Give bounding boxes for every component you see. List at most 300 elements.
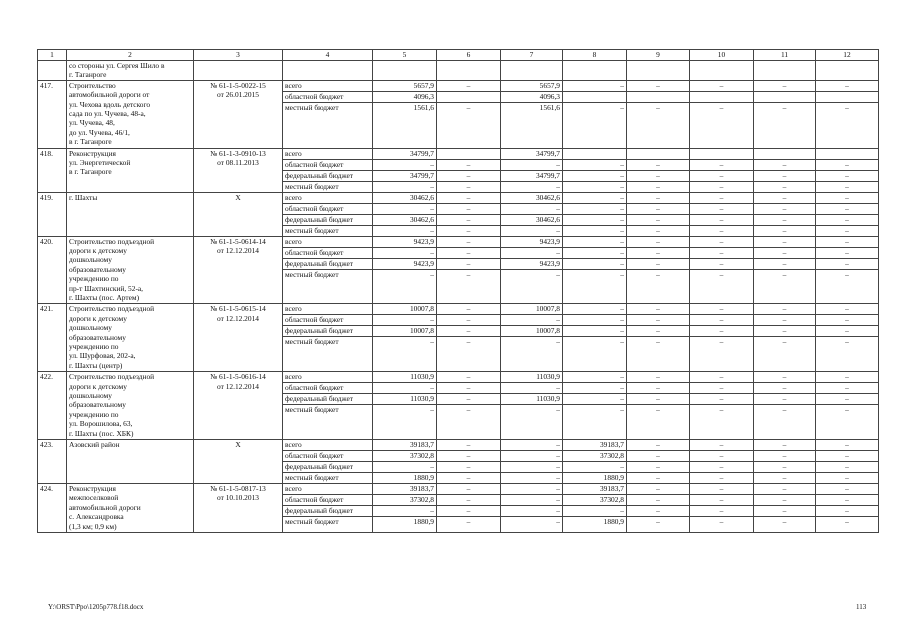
amount-cell [816, 91, 879, 102]
amount-cell: – [754, 102, 816, 148]
funding-source: федеральный бюджет [283, 326, 373, 337]
amount-cell: – [627, 315, 690, 326]
amount-cell: 1880,9 [563, 517, 627, 533]
amount-cell: – [563, 372, 627, 383]
amount-cell: – [437, 159, 501, 170]
amount-cell: – [690, 102, 754, 148]
amount-cell: – [754, 247, 816, 258]
name-line: ул. Шурфовая, 202-а, [69, 351, 136, 361]
amount-cell: – [437, 304, 501, 315]
name-line: образовательному [69, 264, 126, 274]
amount-cell: – [690, 337, 754, 372]
amount-cell: – [627, 326, 690, 337]
funding-source: местный бюджет [283, 517, 373, 533]
amount-cell: – [690, 394, 754, 405]
page-number: 113 [856, 603, 867, 611]
object-name [67, 484, 194, 533]
name-line: до ул. Чучева, 46/1, [69, 127, 130, 137]
document-line: № 61-1-5-0022-15 [210, 80, 266, 90]
amount-cell: – [563, 236, 627, 247]
amount-cell: 5657,9 [501, 80, 563, 91]
amount-cell: – [437, 506, 501, 517]
amount-cell: – [437, 258, 501, 269]
amount-cell: 9423,9 [373, 236, 437, 247]
document-line: от 10.10.2013 [217, 493, 259, 503]
amount-cell: – [754, 484, 816, 495]
name-line: автомобильной дороги [69, 502, 141, 512]
amount-cell: – [437, 372, 501, 383]
amount-cell: – [816, 203, 879, 214]
amount-cell: – [816, 440, 879, 451]
funding-source: областной бюджет [283, 247, 373, 258]
amount-cell: – [437, 269, 501, 304]
amount-cell: 9423,9 [501, 236, 563, 247]
document-line: № 61-1-5-0615-14 [210, 304, 266, 314]
document-line: X [235, 440, 241, 449]
amount-cell: – [754, 214, 816, 225]
entry-number: 420. [38, 236, 67, 304]
amount-cell: – [754, 440, 816, 451]
amount-cell: – [373, 203, 437, 214]
amount-cell: 4096,3 [373, 91, 437, 102]
amount-cell: 1880,9 [563, 473, 627, 484]
amount-cell: – [754, 236, 816, 247]
amount-cell: – [754, 383, 816, 394]
col-header: 3 [194, 50, 283, 61]
amount-cell: – [373, 383, 437, 394]
amount-cell: – [690, 203, 754, 214]
funding-source: федеральный бюджет [283, 214, 373, 225]
document-reference [194, 80, 283, 148]
amount-cell: – [690, 473, 754, 484]
amount-cell: – [437, 405, 501, 440]
funding-source: местный бюджет [283, 473, 373, 484]
amount-cell: 11030,9 [501, 394, 563, 405]
amount-cell: – [563, 462, 627, 473]
name-line: учреждению по [69, 342, 119, 352]
amount-cell: – [627, 80, 690, 91]
name-line: в г. Таганроге [69, 167, 112, 177]
funding-source: местный бюджет [283, 181, 373, 192]
amount-cell: – [816, 80, 879, 91]
amount-cell: – [754, 192, 816, 203]
amount-cell: – [563, 102, 627, 148]
amount-cell: – [816, 451, 879, 462]
amount-cell: – [563, 247, 627, 258]
amount-cell: 11030,9 [373, 394, 437, 405]
amount-cell: – [563, 181, 627, 192]
name-line: со стороны ул. Сергея Шило в [69, 61, 165, 70]
amount-cell: 10007,8 [501, 326, 563, 337]
document-line: от 26.01.2015 [217, 90, 259, 100]
amount-cell: – [816, 159, 879, 170]
col-header: 5 [373, 50, 437, 61]
col-header: 2 [67, 50, 194, 61]
amount-cell: – [690, 181, 754, 192]
amount-cell: – [690, 517, 754, 533]
amount-cell: – [816, 102, 879, 148]
table-row [38, 440, 879, 451]
amount-cell: – [754, 394, 816, 405]
amount-cell: – [437, 80, 501, 91]
document-line: от 12.12.2014 [217, 313, 259, 323]
table-row [38, 192, 879, 203]
amount-cell: – [563, 405, 627, 440]
entry-number: 423. [38, 440, 67, 484]
amount-cell: – [437, 451, 501, 462]
amount-cell: – [754, 269, 816, 304]
entry-number: 422. [38, 372, 67, 440]
amount-cell: 39183,7 [563, 440, 627, 451]
name-line: г. Таганроге [69, 70, 107, 80]
amount-cell: – [373, 506, 437, 517]
amount-cell: 34799,7 [373, 170, 437, 181]
amount-cell: – [754, 80, 816, 91]
amount-cell: – [627, 192, 690, 203]
amount-cell: – [690, 405, 754, 440]
name-line: Реконструкция [69, 148, 116, 158]
funding-source: областной бюджет [283, 315, 373, 326]
amount-cell: – [627, 236, 690, 247]
amount-cell: 9423,9 [373, 258, 437, 269]
amount-cell: – [754, 159, 816, 170]
amount-cell: 39183,7 [373, 440, 437, 451]
funding-source: областной бюджет [283, 203, 373, 214]
amount-cell: – [501, 247, 563, 258]
name-line: автомобильной дороги от [69, 90, 150, 100]
amount-cell [437, 148, 501, 159]
amount-cell: – [627, 451, 690, 462]
amount-cell: – [563, 80, 627, 91]
amount-cell: – [816, 269, 879, 304]
amount-cell: – [501, 315, 563, 326]
object-name [67, 304, 194, 372]
amount-cell: – [563, 394, 627, 405]
amount-cell: 11030,9 [373, 372, 437, 383]
funding-source: местный бюджет [283, 102, 373, 148]
col-header: 11 [754, 50, 816, 61]
amount-cell: – [754, 258, 816, 269]
col-header: 1 [38, 50, 67, 61]
amount-cell [627, 148, 690, 159]
amount-cell: – [373, 225, 437, 236]
amount-cell: – [690, 484, 754, 495]
name-line: дошкольному [69, 255, 112, 265]
amount-cell: – [501, 484, 563, 495]
amount-cell: 10007,8 [373, 326, 437, 337]
amount-cell: – [437, 225, 501, 236]
name-line: учреждению по [69, 274, 119, 284]
amount-cell: – [627, 495, 690, 506]
amount-cell: – [501, 383, 563, 394]
object-name [67, 372, 194, 440]
amount-cell: – [501, 440, 563, 451]
amount-cell: – [754, 517, 816, 533]
funding-source: федеральный бюджет [283, 394, 373, 405]
name-line: сада по ул. Чучева, 48-а, [69, 109, 146, 119]
table-row [38, 372, 879, 383]
amount-cell: – [816, 192, 879, 203]
amount-cell: – [690, 170, 754, 181]
amount-cell: – [627, 170, 690, 181]
amount-cell: – [690, 326, 754, 337]
amount-cell: – [816, 214, 879, 225]
amount-cell: – [816, 484, 879, 495]
amount-cell: – [816, 170, 879, 181]
document-line: X [235, 192, 241, 202]
name-line: ул. Чехова вдоль детского [69, 99, 151, 109]
amount-cell: – [754, 495, 816, 506]
name-line: образовательному [69, 332, 126, 342]
document-reference [194, 236, 283, 304]
object-name [67, 192, 194, 236]
table-row [38, 236, 879, 247]
col-header: 9 [627, 50, 690, 61]
amount-cell: 34799,7 [373, 148, 437, 159]
amount-cell: 11030,9 [501, 372, 563, 383]
amount-cell: – [627, 203, 690, 214]
amount-cell: – [437, 247, 501, 258]
amount-cell: – [754, 451, 816, 462]
amount-cell: – [627, 304, 690, 315]
entry-number: 421. [38, 304, 67, 372]
amount-cell: 34799,7 [501, 148, 563, 159]
name-line: ул. Энергетической [69, 158, 131, 168]
object-name [67, 236, 194, 304]
name-line: межпоселковой [69, 493, 119, 503]
table-row [38, 484, 879, 495]
document-reference [194, 372, 283, 440]
funding-source: местный бюджет [283, 337, 373, 372]
col-header: 7 [501, 50, 563, 61]
amount-cell: – [690, 214, 754, 225]
amount-cell: – [373, 462, 437, 473]
name-line: учреждению по [69, 409, 119, 419]
name-line: г. Шахты (пос. ХБК) [69, 428, 134, 438]
document-reference [194, 484, 283, 533]
document-line: № 61-1-5-0614-14 [210, 236, 266, 246]
amount-cell: – [690, 236, 754, 247]
amount-cell [627, 91, 690, 102]
funding-source: местный бюджет [283, 225, 373, 236]
amount-cell [754, 91, 816, 102]
amount-cell: 4096,3 [501, 91, 563, 102]
amount-cell: – [816, 473, 879, 484]
funding-source: всего [283, 80, 373, 91]
col-header: 8 [563, 50, 627, 61]
amount-cell: – [437, 192, 501, 203]
funding-source: всего [283, 440, 373, 451]
amount-cell: – [627, 102, 690, 148]
amount-cell: – [563, 383, 627, 394]
document-reference [194, 304, 283, 372]
amount-cell: – [754, 506, 816, 517]
amount-cell: – [754, 372, 816, 383]
amount-cell: – [754, 405, 816, 440]
amount-cell: – [501, 506, 563, 517]
amount-cell: – [816, 517, 879, 533]
amount-cell: – [690, 383, 754, 394]
name-line: Строительство подъездной [69, 304, 155, 314]
amount-cell: – [816, 405, 879, 440]
amount-cell: – [437, 383, 501, 394]
amount-cell: – [501, 462, 563, 473]
amount-cell [690, 148, 754, 159]
funding-source: областной бюджет [283, 451, 373, 462]
amount-cell: – [816, 495, 879, 506]
col-header: 6 [437, 50, 501, 61]
amount-cell: – [373, 405, 437, 440]
amount-cell: – [501, 405, 563, 440]
funding-source: федеральный бюджет [283, 462, 373, 473]
amount-cell: – [754, 315, 816, 326]
amount-cell: – [690, 315, 754, 326]
amount-cell: – [563, 225, 627, 236]
amount-cell: – [437, 440, 501, 451]
funding-source: всего [283, 192, 373, 203]
continuation-row [38, 61, 879, 81]
amount-cell: – [690, 80, 754, 91]
amount-cell [563, 148, 627, 159]
amount-cell: – [563, 315, 627, 326]
document-reference [194, 440, 283, 484]
amount-cell [563, 91, 627, 102]
table-body [38, 61, 879, 533]
amount-cell: 9423,9 [501, 258, 563, 269]
funding-source: областной бюджет [283, 91, 373, 102]
amount-cell: – [627, 372, 690, 383]
document-path: Y:\ORST\Ppo\1205p778.f18.docx [48, 603, 144, 611]
amount-cell: – [816, 181, 879, 192]
amount-cell: – [437, 315, 501, 326]
amount-cell: – [373, 269, 437, 304]
amount-cell: – [373, 181, 437, 192]
document-line: от 08.11.2013 [217, 158, 259, 168]
amount-cell: – [816, 337, 879, 372]
amount-cell: 39183,7 [373, 484, 437, 495]
amount-cell: 30462,6 [373, 192, 437, 203]
amount-cell: – [627, 337, 690, 372]
amount-cell: – [501, 203, 563, 214]
object-name [67, 80, 194, 148]
entry-number: 419. [38, 192, 67, 236]
amount-cell: – [754, 181, 816, 192]
amount-cell: – [563, 269, 627, 304]
table-row [38, 80, 879, 91]
name-line: Азовский район [69, 440, 120, 449]
object-name [67, 148, 194, 192]
document-line: № 61-1-5-0817-13 [210, 484, 266, 493]
amount-cell: – [437, 517, 501, 533]
amount-cell: – [437, 236, 501, 247]
column-number-row [38, 50, 879, 61]
amount-cell: 37302,8 [563, 451, 627, 462]
amount-cell: – [373, 337, 437, 372]
funding-source: федеральный бюджет [283, 506, 373, 517]
amount-cell: – [816, 506, 879, 517]
amount-cell: – [816, 326, 879, 337]
amount-cell: – [437, 394, 501, 405]
amount-cell: – [563, 170, 627, 181]
name-line: г. Шахты [69, 192, 98, 202]
name-line: пр-т Шахтинский, 52-а, [69, 283, 144, 293]
name-line: г. Шахты (центр) [69, 360, 123, 370]
document-line: № 61-1-3-0910-13 [210, 148, 266, 158]
amount-cell: 5657,9 [373, 80, 437, 91]
name-line: Строительство подъездной [69, 372, 155, 382]
amount-cell: – [816, 372, 879, 383]
funding-source: всего [283, 484, 373, 495]
amount-cell: – [437, 484, 501, 495]
document-line: от 12.12.2014 [217, 246, 259, 256]
amount-cell: – [501, 159, 563, 170]
document-reference [194, 192, 283, 236]
name-line: Строительство подъездной [69, 236, 155, 246]
amount-cell: – [816, 236, 879, 247]
amount-cell: – [563, 214, 627, 225]
amount-cell: – [816, 247, 879, 258]
funding-source: областной бюджет [283, 159, 373, 170]
amount-cell: – [627, 214, 690, 225]
amount-cell: – [627, 440, 690, 451]
amount-cell: – [754, 326, 816, 337]
table-row [38, 148, 879, 159]
amount-cell: – [627, 383, 690, 394]
document-line: от 12.12.2014 [217, 381, 259, 391]
amount-cell: 10007,8 [373, 304, 437, 315]
amount-cell: – [627, 394, 690, 405]
amount-cell: – [627, 269, 690, 304]
amount-cell: – [501, 451, 563, 462]
amount-cell: – [563, 337, 627, 372]
amount-cell: – [627, 181, 690, 192]
funding-source: всего [283, 148, 373, 159]
funding-source: всего [283, 236, 373, 247]
funding-source: областной бюджет [283, 495, 373, 506]
funding-source: местный бюджет [283, 405, 373, 440]
amount-cell: – [627, 517, 690, 533]
amount-cell: – [563, 326, 627, 337]
amount-cell: – [627, 484, 690, 495]
amount-cell: – [690, 192, 754, 203]
amount-cell: 30462,6 [373, 214, 437, 225]
col-header: 12 [816, 50, 879, 61]
amount-cell: 30462,6 [501, 192, 563, 203]
amount-cell: – [690, 495, 754, 506]
budget-table [37, 49, 879, 533]
amount-cell: 30462,6 [501, 214, 563, 225]
amount-cell: 37302,8 [373, 451, 437, 462]
name-line: дороги к детскому [69, 381, 127, 391]
name-line: ул. Чучева, 48, [69, 118, 115, 128]
amount-cell: 39183,7 [563, 484, 627, 495]
name-line: Реконструкция [69, 484, 116, 493]
amount-cell: – [754, 304, 816, 315]
table-row [38, 304, 879, 315]
amount-cell: – [437, 462, 501, 473]
amount-cell: – [437, 214, 501, 225]
amount-cell: – [816, 394, 879, 405]
amount-cell: – [816, 315, 879, 326]
amount-cell: 37302,8 [563, 495, 627, 506]
document-reference [194, 148, 283, 192]
amount-cell: – [690, 462, 754, 473]
amount-cell: – [437, 337, 501, 372]
amount-cell: – [627, 506, 690, 517]
continuation-name [67, 61, 194, 81]
entry-number: 424. [38, 484, 67, 533]
amount-cell: – [373, 247, 437, 258]
